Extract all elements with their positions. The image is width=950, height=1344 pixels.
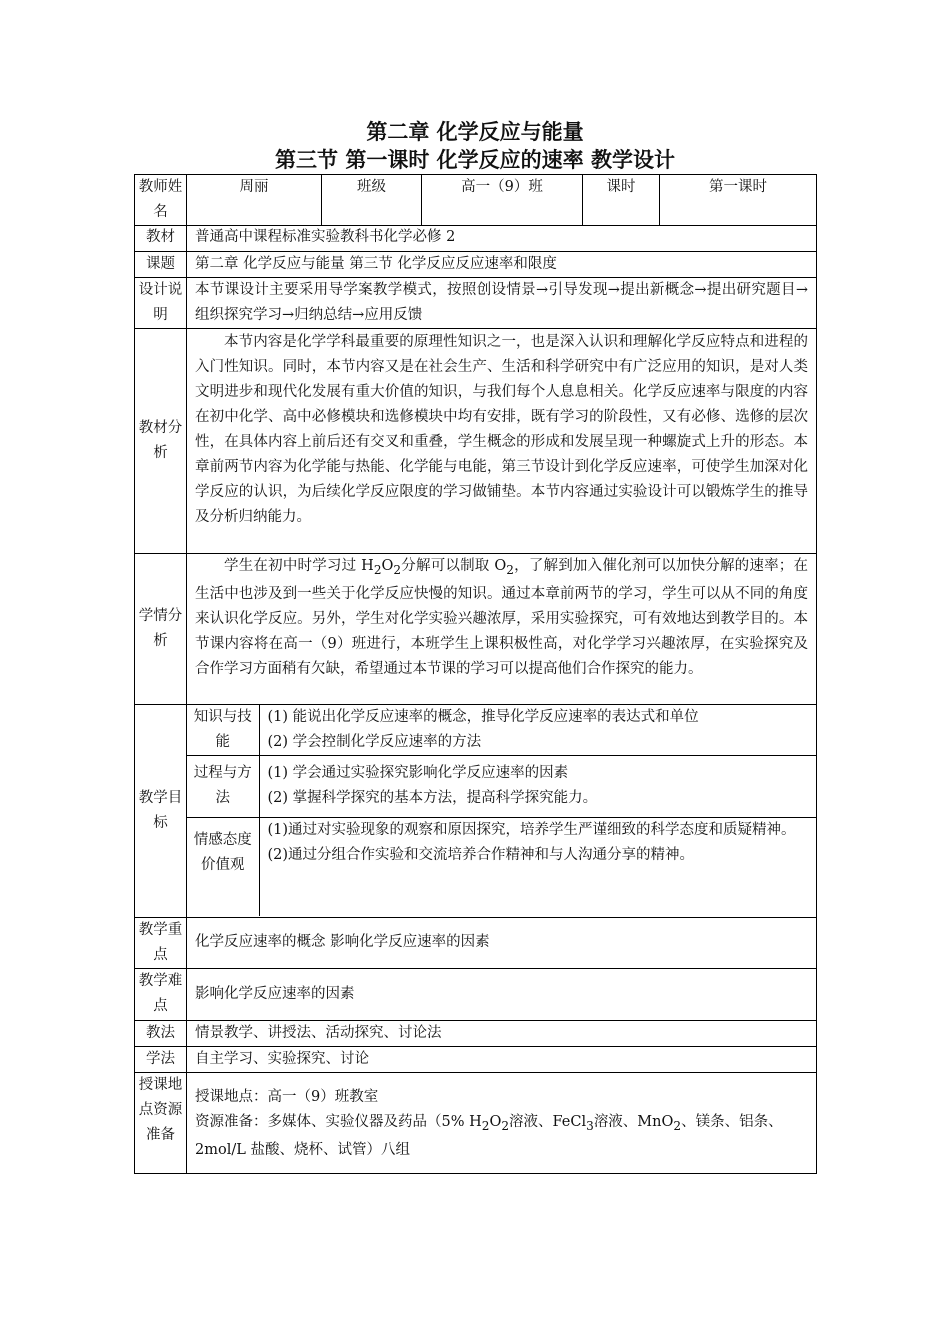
- emotion-item: (1)通过对实验现象的观察和原因探究，培养学生严谨细致的科学态度和质疑精神。: [267, 821, 796, 838]
- emotion-item: (2)通过分组合作实验和交流培养合作精神和与人沟通分享的精神。: [267, 846, 695, 863]
- resources-text: 资源准备：多媒体、实验仪器及药品（5% $H_2O_2$溶液、FeCl$_3$溶液、MnO$_2$、镁条、铝条、2mol/L 盐酸、烧杯、试管）八组: [195, 1113, 783, 1159]
- learning-methods-label: 学法: [135, 1046, 187, 1072]
- student-analysis-text: 学生在初中时学习过 $H_2O_2$分解可以制取 $O_2$，了解到加入催化剂可以加快分解的速率；在生活中也涉及到一些关于化学反应快慢的知识。通过本章前两节的学习，学生可以从不同的角度来认识化学反应。另外，学生对化学实验兴趣浓厚，采用实验探究，可有效地达到教学目的。本节课内容将在高一（9）班进行，本班学生上课积极性高，对化学学习兴趣浓厚，在实验探究及合作学习方面稍有欠缺，希望通过本节课的学习可以提高他们合作探究的能力。: [187, 553, 817, 704]
- teacher-name: 周丽: [187, 175, 322, 226]
- knowledge-item: (2) 学会控制化学反应速率的方法: [267, 733, 482, 750]
- knowledge-item: (1) 能说出化学反应速率的概念，推导化学反应速率的表达式和单位: [267, 708, 699, 725]
- chapter-title: 第二章 化学反应与能量: [366, 120, 584, 144]
- period-value: 第一课时: [660, 175, 817, 226]
- learning-methods-value: 自主学习、实验探究、讨论: [187, 1046, 817, 1072]
- period-label: 课时: [583, 175, 660, 226]
- process-item: (1) 学会通过实验探究影响化学反应速率的因素: [267, 764, 569, 781]
- objectives-table: [187, 705, 816, 917]
- teacher-label: 教师姓名: [135, 175, 187, 226]
- design-label: 设计说明: [135, 277, 187, 328]
- student-analysis-label: 学情分析: [135, 553, 187, 704]
- topic-value: 第二章 化学反应与能量 第三节 化学反应反应速率和限度: [187, 251, 817, 277]
- topic-label: 课题: [135, 251, 187, 277]
- class-value: 高一（9）班: [422, 175, 583, 226]
- process-label: 过程与方法: [187, 755, 259, 817]
- difficulties-label: 教学难点: [135, 968, 187, 1020]
- objectives-label: 教学目标: [135, 704, 187, 917]
- resources-label: 授课地点资源准备: [135, 1072, 187, 1173]
- material-analysis-text: 本节内容是化学学科最重要的原理性知识之一，也是深入认识和理解化学反应特点和进程的入门性知识。同时，本节内容又是在社会生产、生活和科学研究中有广泛应用的知识，是对人类文明进步和现代化发展有重大价值的知识，与我们每个人息息相关。化学反应速率与限度的内容在初中化学、高中必修模块和选修模块中均有安排，既有学习的阶段性，又有必修、选修的层次性，在具体内容上前后还有交叉和重叠，学生概念的形成和发展呈现一种螺旋式上升的形态。本章前两节内容为化学能与热能、化学能与电能，第三节设计到化学反应速率，可使学生加深对化学反应的认识，为后续化学反应限度的学习做铺垫。本节内容通过实验设计可以锻炼学生的推导及分析归纳能力。: [187, 328, 817, 553]
- material-analysis-label: 教材分析: [135, 328, 187, 553]
- difficulties-value: 影响化学反应速率的因素: [187, 968, 817, 1020]
- emotion-items: [259, 817, 816, 916]
- textbook-label: 教材: [135, 224, 187, 251]
- knowledge-items: [259, 705, 816, 756]
- teaching-methods-value: 情景教学、讲授法、活动探究、讨论法: [187, 1020, 817, 1046]
- design-value: 本节课设计主要采用导学案教学模式，按照创设情景→引导发现→提出新概念→提出研究题目→组织探究学习→归纳总结→应用反馈: [187, 277, 817, 328]
- objectives-cell: [187, 704, 817, 917]
- resources-cell: [187, 1072, 817, 1173]
- key-points-value: 化学反应速率的概念 影响化学反应速率的因素: [187, 917, 817, 968]
- main-table: [134, 224, 817, 1174]
- location-text: 授课地点：高一（9）班教室: [195, 1088, 379, 1105]
- lesson-title: 第三节 第一课时 化学反应的速率 教学设计: [275, 148, 675, 172]
- knowledge-label: 知识与技能: [187, 705, 259, 756]
- teaching-methods-label: 教法: [135, 1020, 187, 1046]
- key-points-label: 教学重点: [135, 917, 187, 968]
- emotion-label: 情感态度价值观: [187, 817, 259, 916]
- process-item: (2) 掌握科学探究的基本方法，提高科学探究能力。: [267, 789, 598, 806]
- textbook-value: 普通高中课程标准实验教科书化学必修 2: [187, 224, 817, 251]
- process-items: [259, 755, 816, 817]
- header-table: [134, 174, 817, 226]
- class-label: 班级: [322, 175, 422, 226]
